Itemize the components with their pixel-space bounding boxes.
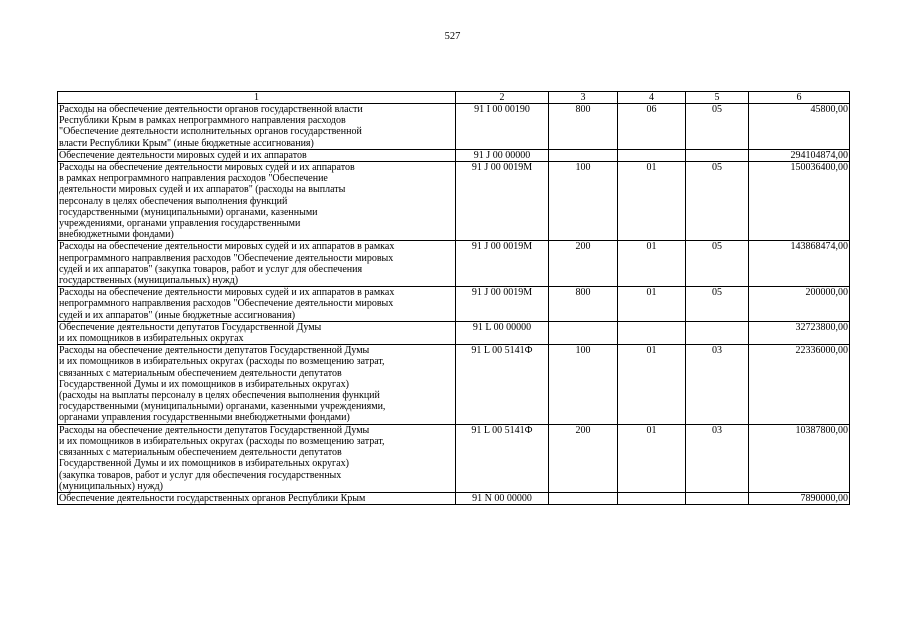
column-header-2: 2 [456, 92, 549, 104]
row-expense-type: 200 [549, 241, 618, 287]
row-code: 91 L 00 00000 [456, 321, 549, 344]
page-number: 527 [444, 31, 461, 42]
row-section [618, 149, 686, 161]
row-section: 01 [618, 241, 686, 287]
row-expense-type: 200 [549, 424, 618, 492]
row-subsection [686, 321, 749, 344]
row-amount: 200000,00 [749, 287, 850, 322]
table-row [58, 287, 850, 322]
row-description: Обеспечение деятельности государственных органов Республики Крым [58, 492, 456, 504]
row-expense-type [549, 492, 618, 504]
row-subsection: 05 [686, 287, 749, 322]
row-code: 91 L 00 5141Ф [456, 424, 549, 492]
column-header-4: 4 [618, 92, 686, 104]
row-section: 01 [618, 345, 686, 424]
row-amount: 7890000,00 [749, 492, 850, 504]
row-subsection: 05 [686, 104, 749, 150]
row-subsection [686, 492, 749, 504]
row-code: 91 J 00 0019M [456, 287, 549, 322]
row-amount: 150036400,00 [749, 162, 850, 241]
row-description: Расходы на обеспечение деятельности депутатов Государственной Думы и их помощников в избирательных округах (расходы по возмещению затрат, связанных с материальным обеспечением деятельности депутатов Государственной Думы и их помощников в избирательных округах) (закупка товаров, работ и услуг для обеспечения государственных (муниципальных) нужд) [58, 424, 456, 492]
table-row [58, 104, 850, 150]
row-subsection: 05 [686, 241, 749, 287]
table-header-row [58, 92, 850, 104]
column-header-3: 3 [549, 92, 618, 104]
row-subsection: 05 [686, 162, 749, 241]
row-description: Расходы на обеспечение деятельности мировых судей и их аппаратов в рамках непрограммного направления расходов "Обеспечение деятельности мировых судей и их аппаратов" (расходы на выплаты персоналу в целях обеспечения выполнения функций государственными (муниципальными) органами, казенными учреждениями, органами управления государственными внебюджетными фондами) [58, 162, 456, 241]
row-code: 91 L 00 5141Ф [456, 345, 549, 424]
row-section: 06 [618, 104, 686, 150]
column-header-6: 6 [749, 92, 850, 104]
row-description: Обеспечение деятельности депутатов Государственной Думы и их помощников в избирательных округах [58, 321, 456, 344]
row-section: 01 [618, 162, 686, 241]
row-amount: 45800,00 [749, 104, 850, 150]
row-amount: 32723800,00 [749, 321, 850, 344]
row-section: 01 [618, 287, 686, 322]
row-code: 91 J 00 00000 [456, 149, 549, 161]
row-expense-type: 800 [549, 287, 618, 322]
row-expense-type: 800 [549, 104, 618, 150]
row-section [618, 492, 686, 504]
row-subsection: 03 [686, 345, 749, 424]
row-amount: 294104874,00 [749, 149, 850, 161]
table-row [58, 492, 850, 504]
table-row [58, 345, 850, 424]
row-code: 91 J 00 0019M [456, 241, 549, 287]
row-amount: 143868474,00 [749, 241, 850, 287]
row-expense-type [549, 321, 618, 344]
row-amount: 10387800,00 [749, 424, 850, 492]
row-description: Расходы на обеспечение деятельности органов государственной власти Республики Крым в рамках непрограммного направления расходов "Обеспечение деятельности исполнительных органов государственной власти Республики Крым" (иные бюджетные ассигнования) [58, 104, 456, 150]
row-subsection: 03 [686, 424, 749, 492]
row-amount: 22336000,00 [749, 345, 850, 424]
row-code: 91 J 00 0019M [456, 162, 549, 241]
table-row [58, 321, 850, 344]
column-header-1: 1 [58, 92, 456, 104]
budget-table [57, 91, 850, 505]
row-description: Расходы на обеспечение деятельности мировых судей и их аппаратов в рамках непрограммного направлвения расходов "Обеспечение деятельности мировых судей и их аппаратов" (закупка товаров, работ и услуг для обеспечения государственных (муниципальных) нужд) [58, 241, 456, 287]
row-expense-type [549, 149, 618, 161]
table-row [58, 424, 850, 492]
table-row [58, 162, 850, 241]
row-section [618, 321, 686, 344]
row-expense-type: 100 [549, 162, 618, 241]
row-description: Обеспечение деятельности мировых судей и их аппаратов [58, 149, 456, 161]
column-header-5: 5 [686, 92, 749, 104]
row-section: 01 [618, 424, 686, 492]
row-code: 91 I 00 00190 [456, 104, 549, 150]
row-description: Расходы на обеспечение деятельности депутатов Государственной Думы и их помощников в избирательных округах (расходы по возмещению затрат, связанных с материальным обеспечением деятельности депутатов Государственной Думы и их помощников в избирательных округах) (расходы на выплаты персоналу в целях обеспечения выполнения функций государственными (муниципальными) органами, казенными учреждениями, органами управления государственными внебюджетными фондами) [58, 345, 456, 424]
table-row [58, 241, 850, 287]
row-code: 91 N 00 00000 [456, 492, 549, 504]
row-subsection [686, 149, 749, 161]
row-description: Расходы на обеспечение деятельности мировых судей и их аппаратов в рамках непрограммного направлвения расходов "Обеспечение деятельности мировых судей и их аппаратов" (иные бюджетные ассигнования) [58, 287, 456, 322]
table-row [58, 149, 850, 161]
row-expense-type: 100 [549, 345, 618, 424]
